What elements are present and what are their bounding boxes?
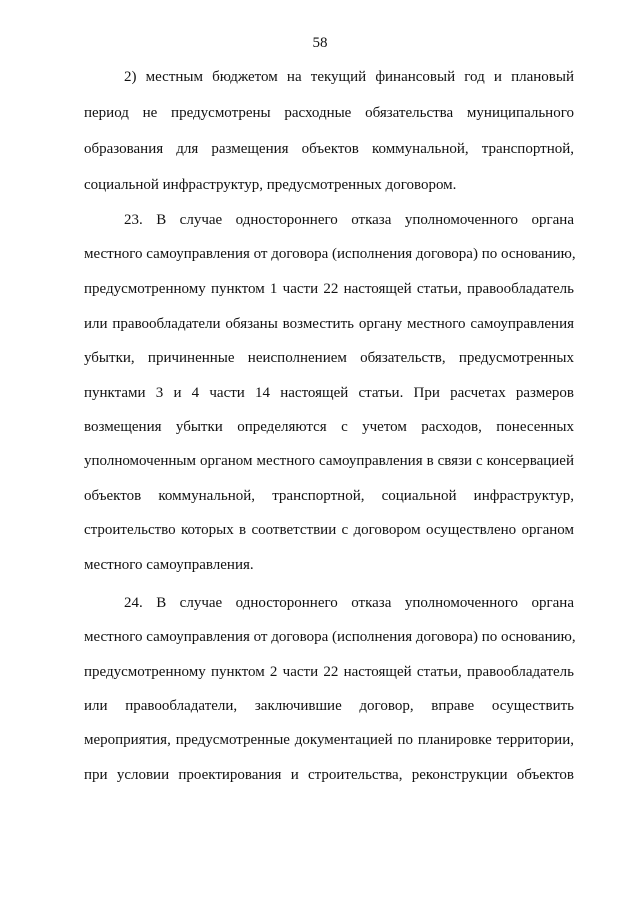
text-line: период не предусмотрены расходные обязательства муниципального [84,105,574,121]
text-line: социальной инфраструктур, предусмотренных договором. [84,177,457,193]
text-line: 23. В случае одностороннего отказа уполномоченного органа [124,212,574,228]
text-line: или правообладатели, заключившие договор, вправе осуществить [84,698,574,714]
text-line: пунктами 3 и 4 части 14 настоящей статьи. При расчетах размеров [84,385,574,401]
text-line: образования для размещения объектов коммунальной, транспортной, [84,141,574,157]
page-number: 58 [312,35,328,51]
text-line: мероприятия, предусмотренные документацией по планировке территории, [84,732,574,748]
text-line: или правообладатели обязаны возместить органу местного самоуправления [84,316,574,332]
text-line: объектов коммунальной, транспортной, социальной инфраструктур, [84,488,574,504]
text-line: местного самоуправления от договора (исполнения договора) по основанию, [84,246,576,262]
text-line: убытки, причиненные неисполнением обязательств, предусмотренных [84,350,574,366]
text-line: местного самоуправления от договора (исполнения договора) по основанию, [84,629,576,645]
text-line: местного самоуправления. [84,557,254,573]
text-line: 24. В случае одностороннего отказа уполномоченного органа [124,595,574,611]
text-line: уполномоченным органом местного самоуправления в связи с консервацией [84,453,574,469]
text-line: предусмотренному пунктом 1 части 22 настоящей статьи, правообладатель [84,281,574,297]
text-line: предусмотренному пунктом 2 части 22 настоящей статьи, правообладатель [84,664,574,680]
text-line: строительство которых в соответствии с договором осуществлено органом [84,522,574,538]
text-line: 2) местным бюджетом на текущий финансовый год и плановый [124,69,574,85]
text-line: при условии проектирования и строительства, реконструкции объектов [84,767,574,783]
text-line: возмещения убытки определяются с учетом расходов, понесенных [84,419,574,435]
